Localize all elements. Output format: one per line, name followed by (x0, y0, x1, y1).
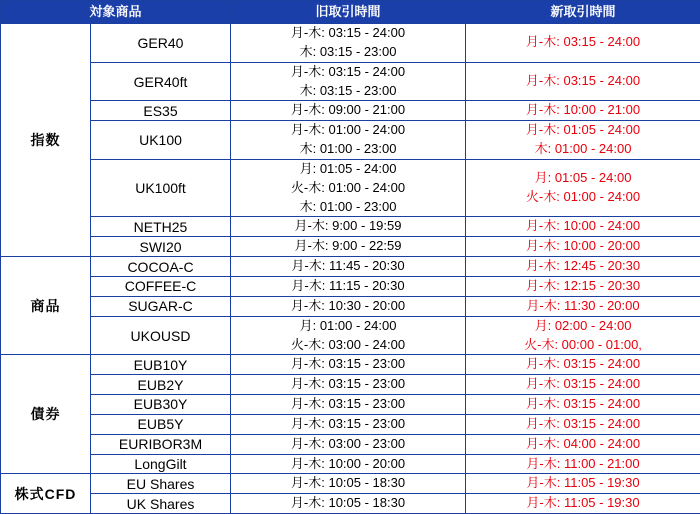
new-hours-cell-line: 月: 01:05 - 24:00 (466, 169, 700, 188)
product-cell: EUB5Y (91, 414, 231, 434)
old-hours-cell-line: 月-木: 03:15 - 24:00 (231, 24, 465, 43)
old-hours-cell-line: 木: 03:15 - 23:00 (231, 82, 465, 101)
new-hours-cell-line: 月-木: 04:00 - 24:00 (466, 435, 700, 454)
new-hours-cell (466, 237, 700, 257)
new-hours-cell-line: 月-木: 10:00 - 24:00 (466, 217, 700, 236)
table-row (1, 296, 700, 316)
old-hours-cell-line: 月-木: 10:00 - 20:00 (231, 455, 465, 474)
old-hours-cell-line: 木: 03:15 - 23:00 (231, 43, 465, 62)
new-hours-cell (466, 257, 700, 277)
old-hours-cell (231, 494, 466, 514)
new-hours-cell (466, 159, 700, 217)
product-cell: NETH25 (91, 217, 231, 237)
product-cell: UK Shares (91, 494, 231, 514)
old-hours-cell (231, 62, 466, 101)
product-cell: EUB10Y (91, 355, 231, 375)
old-hours-cell-line: 月-木: 03:15 - 23:00 (231, 355, 465, 374)
old-hours-cell (231, 395, 466, 415)
old-hours-cell (231, 474, 466, 494)
table-row (1, 355, 700, 375)
header-new-hours: 新取引時間 (466, 1, 700, 24)
table-row (1, 454, 700, 474)
new-hours-cell-line: 月-木: 11:30 - 20:00 (466, 297, 700, 316)
new-hours-cell-line: 月-木: 03:15 - 24:00 (466, 395, 700, 414)
product-cell: SWI20 (91, 237, 231, 257)
new-hours-cell (466, 296, 700, 316)
product-cell: EUB2Y (91, 375, 231, 395)
new-hours-cell (466, 414, 700, 434)
table-row (1, 217, 700, 237)
table-row (1, 159, 700, 217)
old-hours-cell-line: 月-木: 03:15 - 23:00 (231, 375, 465, 394)
old-hours-cell (231, 355, 466, 375)
table-row (1, 474, 700, 494)
new-hours-cell-line: 月: 02:00 - 24:00 (466, 317, 700, 336)
new-hours-cell-line: 月-木: 12:45 - 20:30 (466, 257, 700, 276)
old-hours-cell-line: 火-木: 01:00 - 24:00 (231, 179, 465, 198)
old-hours-cell-line: 月-木: 03:15 - 24:00 (231, 63, 465, 82)
table-row (1, 316, 700, 355)
new-hours-cell-line: 火-木: 01:00 - 24:00 (466, 188, 700, 207)
product-cell: UK100ft (91, 159, 231, 217)
old-hours-cell-line: 月: 01:00 - 24:00 (231, 317, 465, 336)
table-row (1, 24, 700, 63)
product-cell: EUB30Y (91, 395, 231, 415)
old-hours-cell-line: 月-木: 9:00 - 19:59 (231, 217, 465, 236)
old-hours-cell-line: 月-木: 10:05 - 18:30 (231, 474, 465, 493)
header-old-hours: 旧取引時間 (231, 1, 466, 24)
product-cell: COFFEE-C (91, 276, 231, 296)
new-hours-cell-line: 火-木: 00:00 - 01:00, (466, 336, 700, 355)
new-hours-cell-line: 月-木: 10:00 - 20:00 (466, 237, 700, 256)
new-hours-cell (466, 395, 700, 415)
old-hours-cell-line: 月-木: 9:00 - 22:59 (231, 237, 465, 256)
new-hours-cell-line: 月-木: 03:15 - 24:00 (466, 355, 700, 374)
new-hours-cell-line: 月-木: 01:05 - 24:00 (466, 121, 700, 140)
old-hours-cell (231, 276, 466, 296)
new-hours-cell (466, 434, 700, 454)
table-row (1, 62, 700, 101)
new-hours-cell (466, 62, 700, 101)
table-row (1, 414, 700, 434)
old-hours-cell (231, 434, 466, 454)
product-cell: COCOA-C (91, 257, 231, 277)
new-hours-cell-line: 月-木: 11:00 - 21:00 (466, 455, 700, 474)
old-hours-cell (231, 217, 466, 237)
old-hours-cell (231, 296, 466, 316)
new-hours-cell (466, 355, 700, 375)
product-cell: UKOUSD (91, 316, 231, 355)
old-hours-cell (231, 414, 466, 434)
new-hours-cell (466, 101, 700, 121)
old-hours-cell (231, 101, 466, 121)
new-hours-cell-line: 月-木: 03:15 - 24:00 (466, 375, 700, 394)
old-hours-cell-line: 木: 01:00 - 23:00 (231, 198, 465, 217)
old-hours-cell-line: 火-木: 03:00 - 24:00 (231, 336, 465, 355)
old-hours-cell (231, 159, 466, 217)
old-hours-cell (231, 375, 466, 395)
new-hours-cell (466, 276, 700, 296)
new-hours-cell-line: 月-木: 11:05 - 19:30 (466, 494, 700, 513)
product-cell: UK100 (91, 121, 231, 160)
old-hours-cell-line: 月-木: 11:45 - 20:30 (231, 257, 465, 276)
new-hours-cell-line: 月-木: 11:05 - 19:30 (466, 474, 700, 493)
product-cell: SUGAR-C (91, 296, 231, 316)
table-row (1, 101, 700, 121)
product-cell: GER40ft (91, 62, 231, 101)
new-hours-cell (466, 121, 700, 160)
old-hours-cell-line: 月-木: 01:00 - 24:00 (231, 121, 465, 140)
old-hours-cell-line: 木: 01:00 - 23:00 (231, 140, 465, 159)
category-cell: 債券 (1, 355, 91, 474)
new-hours-cell (466, 217, 700, 237)
new-hours-cell (466, 454, 700, 474)
old-hours-cell (231, 121, 466, 160)
old-hours-cell (231, 316, 466, 355)
table-row (1, 237, 700, 257)
old-hours-cell-line: 月-木: 10:05 - 18:30 (231, 494, 465, 513)
new-hours-cell-line: 月-木: 03:15 - 24:00 (466, 415, 700, 434)
new-hours-cell (466, 375, 700, 395)
new-hours-cell-line: 月-木: 12:15 - 20:30 (466, 277, 700, 296)
product-cell: LongGilt (91, 454, 231, 474)
product-cell: EU Shares (91, 474, 231, 494)
old-hours-cell-line: 月-木: 11:15 - 20:30 (231, 277, 465, 296)
table-row (1, 257, 700, 277)
old-hours-cell-line: 月-木: 03:15 - 23:00 (231, 395, 465, 414)
old-hours-cell (231, 257, 466, 277)
new-hours-cell-line: 月-木: 03:15 - 24:00 (466, 33, 700, 52)
old-hours-cell-line: 月-木: 03:15 - 23:00 (231, 415, 465, 434)
category-cell: 指数 (1, 24, 91, 257)
table-body (1, 24, 700, 514)
product-cell: EURIBOR3M (91, 434, 231, 454)
old-hours-cell (231, 454, 466, 474)
old-hours-cell-line: 月-木: 09:00 - 21:00 (231, 101, 465, 120)
table-row (1, 395, 700, 415)
product-cell: GER40 (91, 24, 231, 63)
category-cell: 商品 (1, 257, 91, 355)
new-hours-cell-line: 木: 01:00 - 24:00 (466, 140, 700, 159)
table-row (1, 375, 700, 395)
table-row (1, 494, 700, 514)
new-hours-cell (466, 316, 700, 355)
new-hours-cell (466, 494, 700, 514)
table-row (1, 121, 700, 160)
header-product: 対象商品 (1, 1, 231, 24)
table-header (1, 1, 700, 24)
old-hours-cell (231, 24, 466, 63)
product-cell: ES35 (91, 101, 231, 121)
header-row (1, 1, 700, 24)
old-hours-cell-line: 月-木: 10:30 - 20:00 (231, 297, 465, 316)
new-hours-cell-line: 月-木: 03:15 - 24:00 (466, 72, 700, 91)
new-hours-cell-line: 月-木: 10:00 - 21:00 (466, 101, 700, 120)
table-row (1, 276, 700, 296)
old-hours-cell-line: 月: 01:05 - 24:00 (231, 160, 465, 179)
new-hours-cell (466, 474, 700, 494)
old-hours-cell (231, 237, 466, 257)
old-hours-cell-line: 月-木: 03:00 - 23:00 (231, 435, 465, 454)
category-cell: 株式CFD (1, 474, 91, 514)
new-hours-cell (466, 24, 700, 63)
table-row (1, 434, 700, 454)
